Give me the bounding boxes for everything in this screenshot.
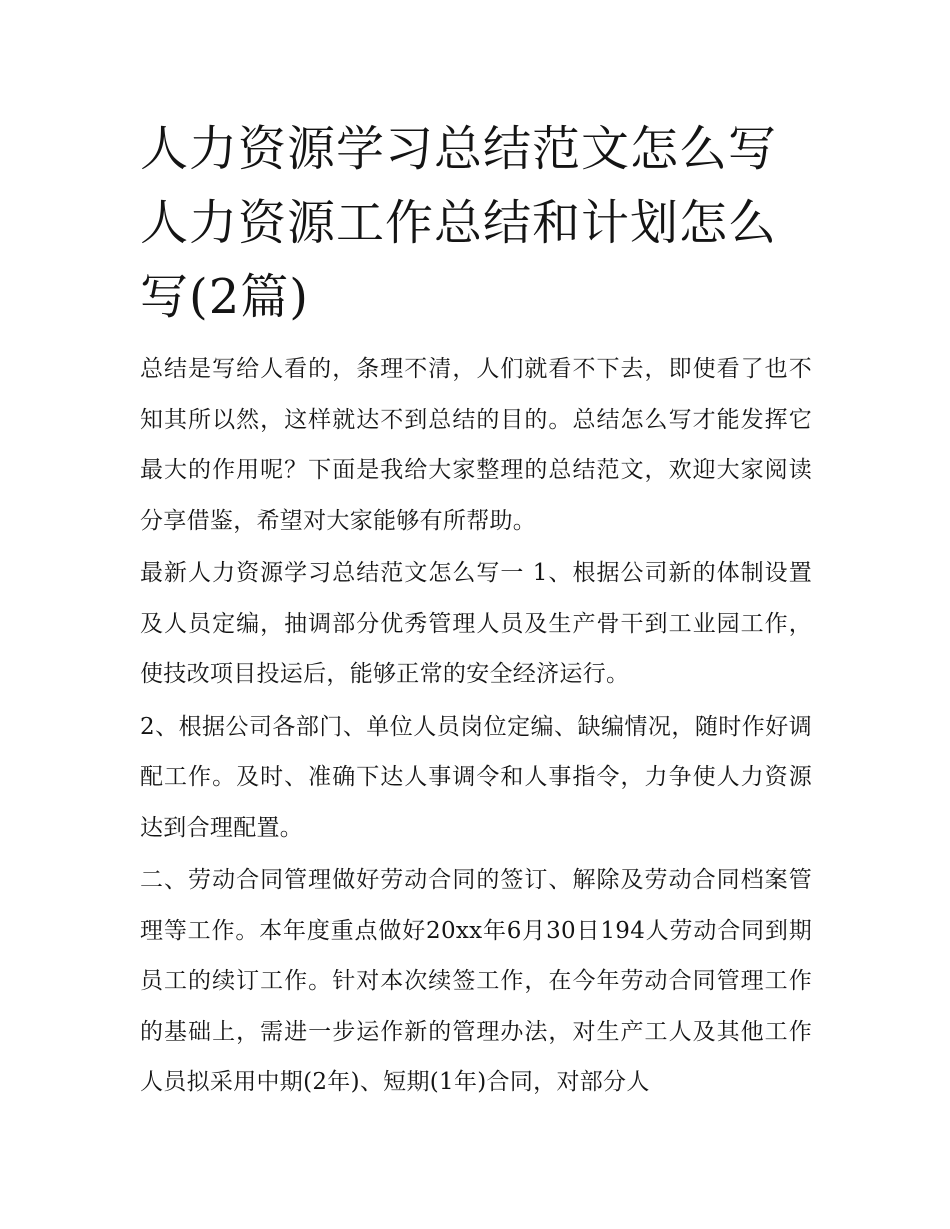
document-body [140, 112, 812, 1110]
body-paragraph: 2、根据公司各部门、单位人员岗位定编、缺编情况，随时作好调配工作。及时、准确下达人事调令和人事指令，力争使人力资源达到合理配置。 [140, 713, 812, 841]
intro-paragraph: 总结是写给人看的，条理不清，人们就看不下去，即使看了也不知其所以然，这样就达不到总结的目的。总结怎么写才能发挥它最大的作用呢？下面是我给大家整理的总结范文，欢迎大家阅读分享借鉴，希望对大家能够有所帮助。 [140, 356, 812, 534]
document-title: 人力资源学习总结范文怎么写人力资源工作总结和计划怎么写(2篇) [140, 121, 778, 325]
body-paragraph: 最新人力资源学习总结范文怎么写一 1、根据公司新的体制设置及人员定编，抽调部分优秀管理人员及生产骨干到工业园工作，使技改项目投运后，能够正常的安全经济运行。 [140, 560, 812, 687]
body-paragraph: 二、劳动合同管理做好劳动合同的签订、解除及劳动合同档案管理等工作。本年度重点做好20xx年6月30日194人劳动合同到期员工的续订工作。针对本次续签工作，在今年劳动合同管理工作的基础上，需进一步运作新的管理办法，对生产工人及其他工作人员拟采用中期(2年)、短期(1年)合同，对部分人 [140, 867, 812, 1095]
